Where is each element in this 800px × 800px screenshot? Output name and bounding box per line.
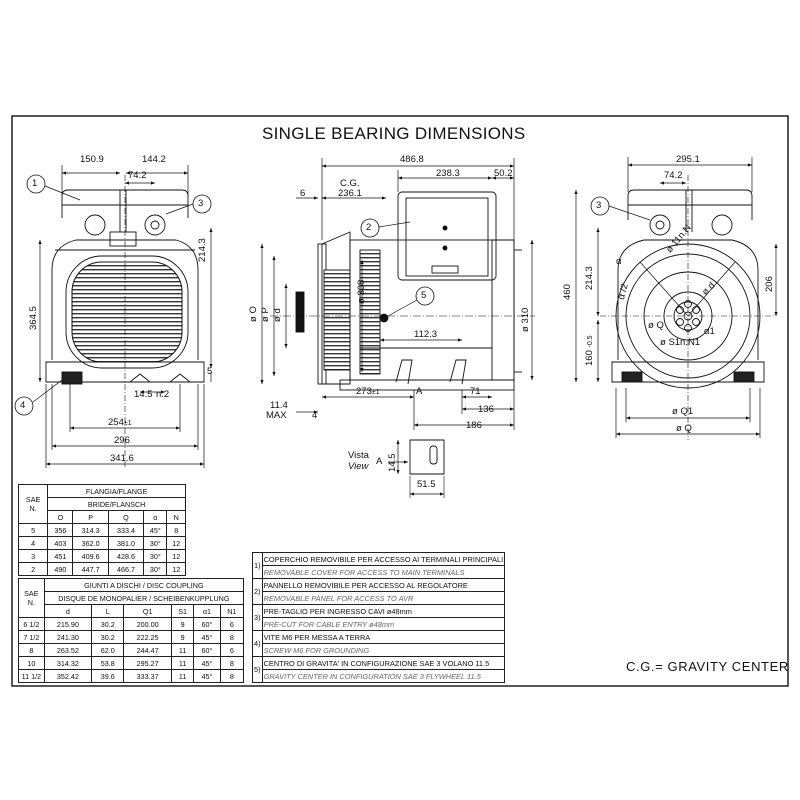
- dim-alpha1: α1: [704, 326, 715, 337]
- dim-alpha-half: α /2: [616, 282, 631, 301]
- note-number: 3): [253, 605, 263, 631]
- table-cell: 490: [48, 563, 73, 576]
- flange-table: [18, 484, 186, 576]
- dim-186: 186: [466, 420, 482, 431]
- coupling-col-header: L: [92, 605, 124, 618]
- table-cell: 45°: [144, 524, 167, 537]
- table-cell: 6: [220, 618, 243, 631]
- table-cell: 466.7: [108, 563, 143, 576]
- note-text: COPERCHIO REMOVIBILE PER ACCESSO AI TERMINALI PRINCIPALI: [263, 554, 504, 564]
- coupling-title-1: GIUNTI A DISCHI / DISC COUPLING: [44, 579, 243, 592]
- drawing-title: SINGLE BEARING DIMENSIONS: [262, 124, 526, 143]
- note-text-en: REMOVABLE COVER FOR ACCESS TO MAIN TERMINALS: [262, 566, 505, 579]
- coupling-sae-header: SAE N.: [19, 579, 45, 618]
- dim-phi-q-inner: ø Q: [648, 320, 664, 331]
- callout-1-label: 1: [32, 178, 38, 189]
- table-cell: 8: [220, 657, 243, 670]
- rear-view: [600, 175, 776, 440]
- dim-150-9: 150.9: [80, 154, 104, 165]
- table-row: [19, 657, 244, 670]
- dim-rear-74-2: 74.2: [664, 170, 683, 181]
- table-cell: 45°: [194, 670, 220, 683]
- table-cell: 9: [171, 631, 193, 644]
- table-cell: 39.6: [92, 670, 124, 683]
- dim-phi-310: ø 310: [520, 307, 531, 332]
- coupling-title-2: DISQUE DE MONOPALIER / SCHEIBENKUPPLUNG: [44, 592, 243, 605]
- note-number: 2): [253, 579, 263, 605]
- dim-alpha: α: [616, 256, 622, 267]
- dim-486-8: 486.8: [400, 154, 424, 165]
- flange-title-1: FLANGIA/FLANGE: [48, 485, 186, 498]
- dim-341-6: 341.6: [110, 453, 134, 464]
- table-row: [19, 550, 186, 563]
- dim-460: 460: [562, 284, 573, 300]
- dim-51-5: 51.5: [417, 479, 436, 490]
- dim-phi-d-inner: ø d: [700, 280, 718, 298]
- dim-phi-d: ø d: [272, 308, 283, 322]
- table-cell: 6: [220, 644, 243, 657]
- dim-4: 4: [312, 410, 318, 421]
- note-text: VITE M6 PER MESSA A TERRA: [262, 631, 505, 644]
- table-row: [19, 537, 186, 550]
- table-cell: 2: [19, 563, 48, 576]
- table-cell: 8: [167, 524, 186, 537]
- table-cell: 12: [167, 537, 186, 550]
- dim-296: 296: [114, 435, 130, 446]
- dim-254: 254±1: [108, 417, 132, 428]
- table-cell: 403: [48, 537, 73, 550]
- flange-col-header: O: [48, 511, 73, 524]
- table-cell: 428.6: [108, 550, 143, 563]
- table-cell: 314.32: [44, 657, 91, 670]
- table-cell: 352.42: [44, 670, 91, 683]
- table-cell: 4: [19, 537, 48, 550]
- note-text-en: PRE-CUT FOR CABLE ENTRY ø48mm: [262, 618, 505, 631]
- table-cell: 30°: [144, 563, 167, 576]
- dim-phi-q: ø Q: [676, 423, 692, 434]
- dim-238-3: 238.3: [436, 168, 460, 179]
- dim-71: 71: [470, 386, 481, 397]
- dim-136: 136: [478, 404, 494, 415]
- table-cell: 222.25: [124, 631, 171, 644]
- coupling-col-header: N1: [220, 605, 243, 618]
- dim-rear-214-3: 214.3: [584, 266, 595, 290]
- dim-160: 160 -0.5: [584, 335, 595, 366]
- table-cell: 314.3: [73, 524, 108, 537]
- table-cell: 6 1/2: [19, 618, 45, 631]
- dim-144-2: 144.2: [142, 154, 166, 165]
- note-text: PRE-TAGLIO PER INGRESSO CAVI ø48mm: [262, 605, 505, 618]
- table-cell: 333.4: [108, 524, 143, 537]
- dim-n2: n.2: [156, 389, 170, 400]
- view-a-vista: Vista: [348, 450, 369, 461]
- table-cell: 295.27: [124, 657, 171, 670]
- table-cell: 60°: [194, 618, 220, 631]
- coupling-col-header: d: [44, 605, 91, 618]
- coupling-col-header: S1: [171, 605, 193, 618]
- dim-112-3: 112.3: [414, 329, 438, 340]
- table-cell: 11: [171, 657, 193, 670]
- dim-14-5: 14.5: [134, 389, 153, 400]
- callout-4-label: 4: [20, 400, 26, 411]
- dim-a-marker: A: [416, 386, 423, 397]
- dim-295-1: 295.1: [676, 154, 700, 165]
- table-cell: 30°: [144, 550, 167, 563]
- dim-phi-q1: ø Q1: [672, 406, 694, 417]
- table-cell: 356: [48, 524, 73, 537]
- coupling-table: [18, 578, 244, 683]
- table-cell: 244.47: [124, 644, 171, 657]
- table-cell: 11: [171, 644, 193, 657]
- dim-11-4: 11.4: [270, 400, 288, 411]
- note-text-en: SCREW M6 FOR GROUNDING: [262, 644, 505, 657]
- dim-273: 273±1: [356, 386, 380, 397]
- table-row: [19, 524, 186, 537]
- dim-phi-o: ø O: [248, 306, 259, 322]
- callout-3-front-label: 3: [198, 198, 204, 209]
- note-text: PANNELLO REMOVIBILE PER ACCESSO AL REGOLATORE: [262, 579, 505, 592]
- view-a-letter: A: [376, 456, 383, 467]
- note-text: CENTRO DI GRAVITA' IN CONFIGURAZIONE SAE 3 VOLANO 11.5: [262, 657, 505, 670]
- table-cell: 12: [167, 550, 186, 563]
- table-cell: 215.90: [44, 618, 91, 631]
- table-cell: 451: [48, 550, 73, 563]
- flange-sae-header: SAE N.: [19, 485, 48, 524]
- dim-214-3: 214.3: [197, 238, 208, 262]
- table-cell: 45°: [194, 657, 220, 670]
- table-cell: 9: [171, 618, 193, 631]
- table-cell: 30.2: [92, 631, 124, 644]
- table-cell: 8: [220, 631, 243, 644]
- side-view: [270, 192, 535, 390]
- table-cell: 5: [19, 524, 48, 537]
- table-cell: 7 1/2: [19, 631, 45, 644]
- cg-marker: [380, 314, 388, 322]
- coupling-col-header: Q1: [124, 605, 171, 618]
- dim-phi-p: ø P: [260, 307, 271, 322]
- dim-max: MAX: [266, 410, 287, 421]
- cg-legend: C.G.= GRAVITY CENTER: [626, 659, 789, 674]
- dim-74-2: 74.2: [128, 170, 147, 181]
- table-cell: 11 1/2: [19, 670, 45, 683]
- callout-3-rear-label: 3: [596, 200, 602, 211]
- table-row: [19, 631, 244, 644]
- dim-236-1: 236.1: [338, 188, 362, 199]
- flange-col-header: N: [167, 511, 186, 524]
- table-cell: 11: [171, 670, 193, 683]
- table-cell: 381.0: [108, 537, 143, 550]
- note-text-en: GRAVITY CENTER IN CONFIGURATION SAE 3 FLYWHEEL 11.5: [262, 670, 505, 683]
- flange-col-header: P: [73, 511, 108, 524]
- table-cell: 263.52: [44, 644, 91, 657]
- dim-phi-s1: ø S1n.N1: [660, 337, 701, 348]
- table-cell: 10: [19, 657, 45, 670]
- table-cell: 3: [19, 550, 48, 563]
- table-cell: 362.0: [73, 537, 108, 550]
- table-cell: 8: [19, 644, 45, 657]
- note-text-en: REMOVABLE PANEL FOR ACCESS TO AVR: [262, 592, 505, 605]
- table-cell: 30.2: [92, 618, 124, 631]
- dim-50-2: 50.2: [494, 168, 513, 179]
- note-number: 5): [253, 657, 263, 683]
- callout-2-label: 2: [366, 222, 372, 233]
- table-cell: 447.7: [73, 563, 108, 576]
- dim-6: 6: [300, 188, 306, 199]
- dim-364-5: 364.5: [28, 306, 39, 330]
- note-number: 4): [253, 631, 263, 657]
- table-cell: 12: [167, 563, 186, 576]
- table-cell: 333.37: [124, 670, 171, 683]
- flange-col-header: α: [144, 511, 167, 524]
- flange-col-header: Q: [108, 511, 143, 524]
- table-row: [19, 644, 244, 657]
- flange-title-2: BRIDE/FLANSCH: [48, 498, 186, 511]
- table-row: [19, 670, 244, 683]
- dim-206: 206: [764, 276, 775, 292]
- table-cell: 30°: [144, 537, 167, 550]
- table-cell: 45°: [194, 631, 220, 644]
- callout-5-label: 5: [421, 290, 427, 301]
- table-cell: 62.0: [92, 644, 124, 657]
- table-cell: 200.00: [124, 618, 171, 631]
- table-cell: 409.6: [73, 550, 108, 563]
- table-cell: 241.30: [44, 631, 91, 644]
- dim-phi-308: ø 308: [356, 279, 367, 304]
- notes-table: [252, 552, 505, 683]
- coupling-col-header: α1: [194, 605, 220, 618]
- note-number: 1): [253, 553, 263, 579]
- dim-5: 5: [207, 366, 213, 377]
- dim-cg-label: C.G.: [340, 178, 360, 189]
- table-cell: 8: [220, 670, 243, 683]
- dim-view-14-5: 14.5: [387, 453, 398, 472]
- table-cell: 60°: [194, 644, 220, 657]
- view-a-view: View: [348, 461, 369, 472]
- table-row: [19, 563, 186, 576]
- table-cell: 53.8: [92, 657, 124, 670]
- table-row: [19, 618, 244, 631]
- dim-phi-11nn: ø 11n.N: [664, 222, 694, 256]
